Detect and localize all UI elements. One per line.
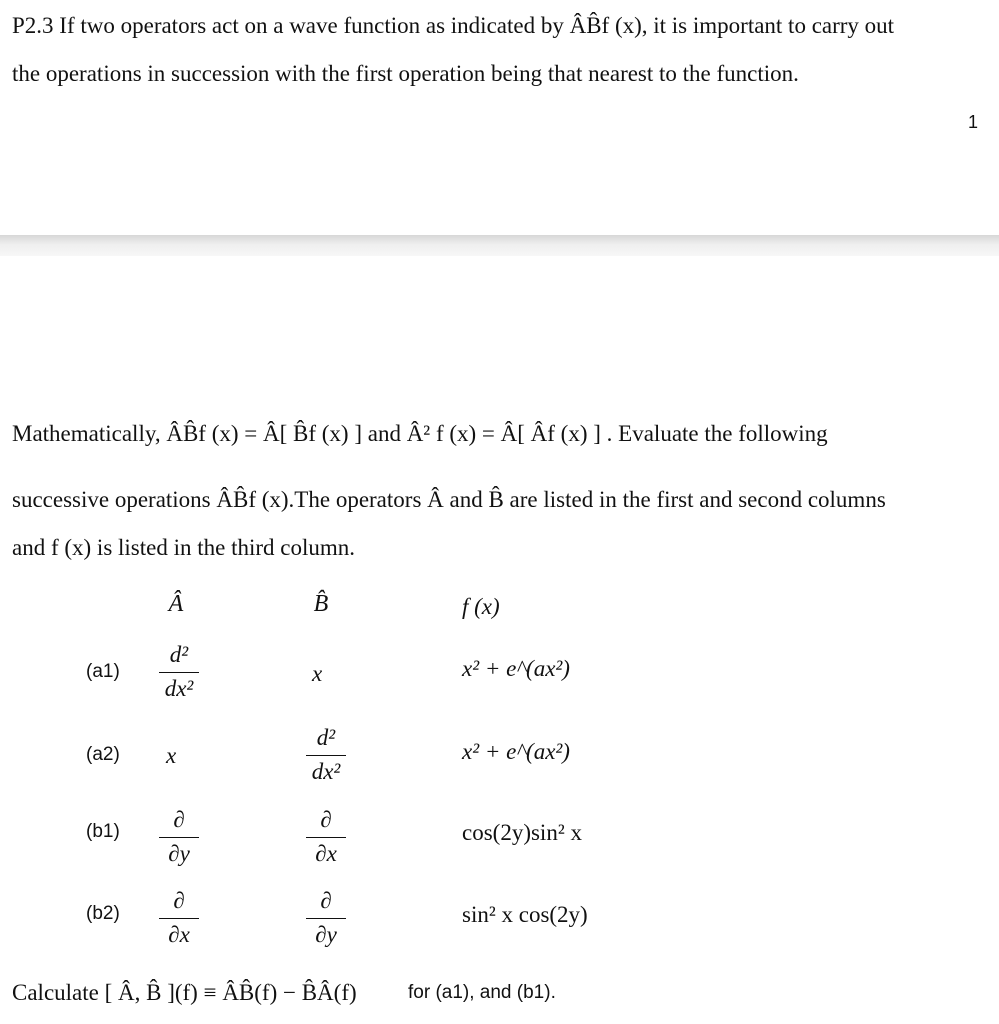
fraction-bar xyxy=(306,918,346,919)
row-a2-operator-b xyxy=(299,726,353,786)
row-b2-operator-b xyxy=(299,889,353,949)
row-a2-operator-a: x xyxy=(166,743,177,768)
header-operator-a: Â xyxy=(168,591,184,617)
row-a2-operator-b-numerator: d² xyxy=(316,725,336,750)
row-label-b1: (b1) xyxy=(86,821,120,842)
header-function: f (x) xyxy=(462,594,500,619)
header-operator-b: B̂ xyxy=(313,591,329,617)
row-b1-operator-a-denominator: ∂y xyxy=(168,841,190,866)
page-number: 1 xyxy=(968,112,979,132)
row-b2-operator-a-numerator: ∂ xyxy=(173,888,185,913)
continuation-line-1: Mathematically, ÂB̂f (x) = Â[ B̂f (x) ] and Â² f (x) = Â[ Âf (x) ] . Evaluate the following xyxy=(12,421,828,446)
continuation-line-2: successive operations ÂB̂f (x).The operators Â and B̂ are listed in the first and second columns xyxy=(12,487,886,512)
fraction-bar xyxy=(306,755,346,756)
fraction-bar xyxy=(306,837,346,838)
row-b2-function: sin² x cos(2y) xyxy=(462,902,588,927)
row-b1-operator-b-numerator: ∂ xyxy=(320,807,332,832)
row-a1-operator-a xyxy=(152,643,206,703)
row-a1-operator-a-numerator: d² xyxy=(169,642,189,667)
row-b1-operator-b xyxy=(299,808,353,868)
calculate-tail: for (a1), and (b1). xyxy=(408,982,556,1003)
row-a1-operator-b: x xyxy=(312,661,323,686)
row-b2-operator-b-numerator: ∂ xyxy=(320,888,332,913)
row-a2-function: x² + e^(ax²) xyxy=(462,739,570,764)
row-a1-function: x² + e^(ax²) xyxy=(462,656,570,681)
row-a2-operator-b-denominator: dx² xyxy=(311,759,341,784)
row-a1-operator-a-denominator: dx² xyxy=(164,676,194,701)
problem-line-1: P2.3 If two operators act on a wave function as indicated by ÂB̂f (x), it is important to carry out xyxy=(12,13,895,38)
row-label-a2: (a2) xyxy=(86,744,120,765)
row-b2-operator-b-denominator: ∂y xyxy=(315,922,337,947)
calculate-formula: Calculate [ Â, B̂ ](f) ≡ ÂB̂(f) − B̂Â(f) xyxy=(12,980,357,1005)
page-divider xyxy=(0,235,999,256)
fraction-bar xyxy=(159,672,199,673)
continuation-line-3: and f (x) is listed in the third column. xyxy=(12,535,356,560)
problem-line-2: the operations in succession with the first operation being that nearest to the function. xyxy=(12,61,799,86)
fraction-bar xyxy=(159,918,199,919)
row-b1-operator-a xyxy=(152,808,206,868)
row-b2-operator-a xyxy=(152,889,206,949)
row-label-b2: (b2) xyxy=(86,903,120,924)
row-b1-operator-b-denominator: ∂x xyxy=(315,841,337,866)
row-b2-operator-a-denominator: ∂x xyxy=(168,922,190,947)
row-label-a1: (a1) xyxy=(86,661,120,682)
row-b1-operator-a-numerator: ∂ xyxy=(173,807,185,832)
row-b1-function: cos(2y)sin² x xyxy=(462,820,582,845)
fraction-bar xyxy=(159,837,199,838)
